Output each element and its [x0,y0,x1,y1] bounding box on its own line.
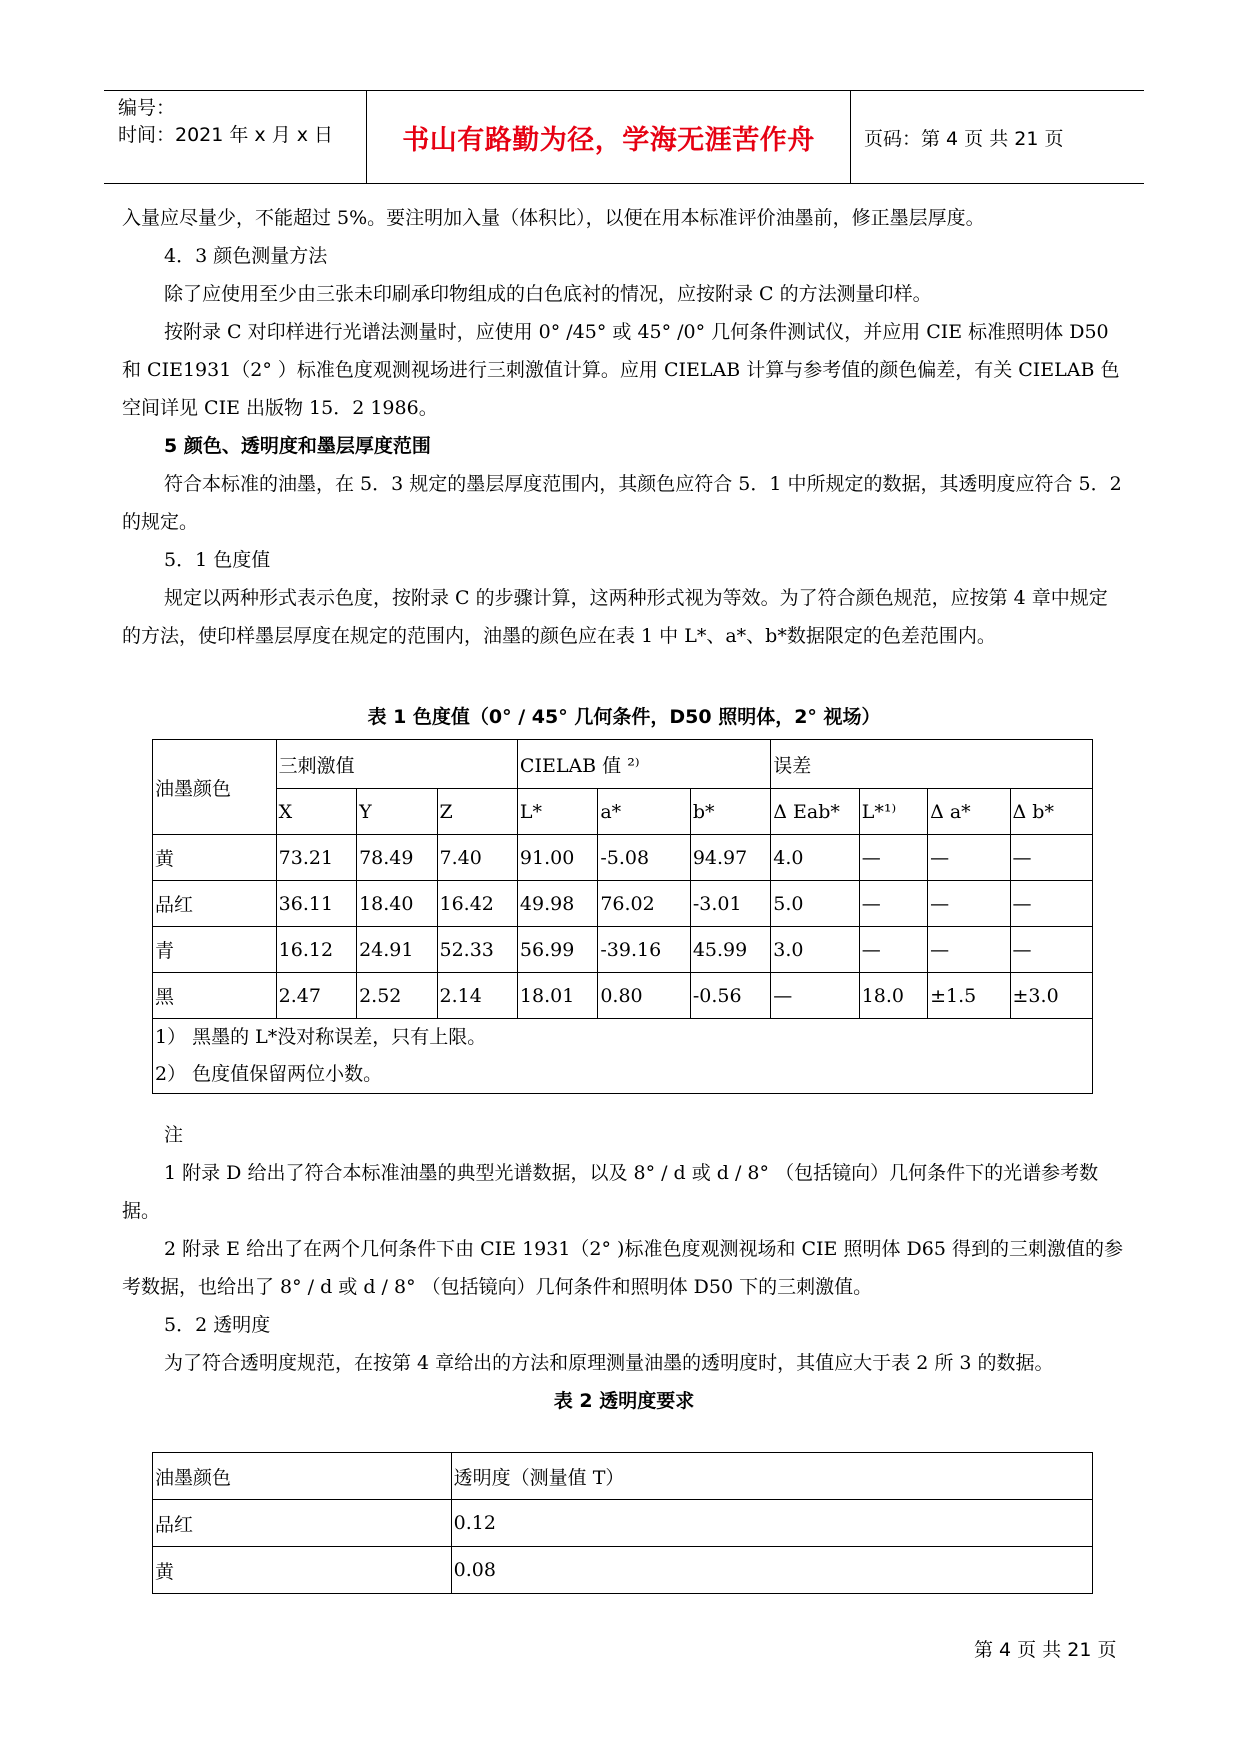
paragraph: 为了符合透明度规范，在按第 4 章给出的方法和原理测量油墨的透明度时，其值应大于表 2 所 3 的数据。 [164,1352,1054,1374]
heading-5-1: 5．1 色度值 [164,549,271,571]
header-z: Z [437,789,517,835]
cell-delta-e: 4.0 [771,835,859,881]
paragraph: 符合本标准的油墨，在 5．3 规定的墨层厚度范围内，其颜色应符合 5．1 中所规定的数据，其透明度应符合 5．2 的规定。 [122,473,1122,533]
cell-transparency: 0.12 [451,1500,1092,1547]
cell-b: 94.97 [690,835,770,881]
note-paragraph: 1 附录 D 给出了符合本标准油墨的典型光谱数据，以及 8° / d 或 d / 8° （包括镜向）几何条件下的光谱参考数据。 [122,1162,1099,1222]
table1-caption-wrap [122,698,1126,736]
table1-note-2: 2） 色度值保留两位小数。 [155,1063,383,1085]
chromaticity-table [152,739,1093,1094]
body-section-1 [122,199,1126,655]
cell-delta-a: — [928,835,1010,881]
body-section-2 [122,1116,1126,1420]
cell-delta-a: — [928,881,1010,927]
cell-l-limit: — [859,835,927,881]
cell-a: 0.80 [598,973,690,1019]
header-page-label: 页码：第 4 页 共 21 页 [864,127,1064,150]
table-row [153,881,1093,927]
cell-x: 16.12 [276,927,356,973]
document-number-label: 编号： [118,97,176,119]
table1-notes [153,1019,1093,1094]
heading-5: 5 颜色、透明度和墨层厚度范围 [164,435,431,457]
cell-z: 16.42 [437,881,517,927]
document-time-label: 时间：2021 年 x 月 x 日 [118,124,334,146]
cell-y: 2.52 [357,973,437,1019]
cell-x: 2.47 [276,973,356,1019]
page-header [104,90,1144,184]
cell-a: -5.08 [598,835,690,881]
cell-delta-e: 5.0 [771,881,859,927]
table-row [153,927,1093,973]
cell-delta-b: — [1010,835,1092,881]
cell-y: 24.91 [357,927,437,973]
cell-l: 56.99 [517,927,597,973]
cell-ink: 黑 [153,973,277,1019]
header-b: b* [690,789,770,835]
table-row [153,973,1093,1019]
cell-delta-e: 3.0 [771,927,859,973]
cell-delta-a: — [928,927,1010,973]
header-motto: 书山有路勤为径，学海无涯苦作舟 [366,91,851,183]
cell-l-limit: — [859,881,927,927]
cell-b: -3.01 [690,881,770,927]
header-x: X [276,789,356,835]
page-footer: 第 4 页 共 21 页 [974,1639,1117,1661]
header-l-limit: L*¹⁾ [859,789,927,835]
paragraph: 规定以两种形式表示色度，按附录 C 的步骤计算，这两种形式视为等效。为了符合颜色规范，应按第 4 章中规定的方法，使印样墨层厚度在规定的范围内，油墨的颜色应在表 1 中 L*、a*、b*数据限定的色差范围内。 [122,587,1108,647]
table2-caption: 表 2 透明度要求 [553,1390,695,1412]
header-delta-b: Δ b* [1010,789,1092,835]
cell-delta-b: — [1010,927,1092,973]
header-transparency: 透明度（测量值 T） [451,1453,1092,1500]
cell-l: 49.98 [517,881,597,927]
cell-z: 7.40 [437,835,517,881]
cell-delta-b: ±3.0 [1010,973,1092,1019]
paragraph: 除了应使用至少由三张未印刷承印物组成的白色底衬的情况，应按附录 C 的方法测量印样。 [164,283,932,305]
table1-note-1: 1） 黑墨的 L*没对称误差，只有上限。 [155,1026,487,1048]
table-row [153,1547,1093,1594]
cell-z: 2.14 [437,973,517,1019]
table1-caption: 表 1 色度值（0° / 45° 几何条件，D50 照明体，2° 视场） [367,706,881,728]
note-paragraph: 2 附录 E 给出了在两个几何条件下由 CIE 1931（2° )标准色度观测视场和 CIE 照明体 D65 得到的三刺激值的参考数据，也给出了 8° / d 或 d / 8° （包括镜向）几何条件和照明体 D50 下的三刺激值。 [122,1238,1123,1298]
header-delta-a: Δ a* [928,789,1010,835]
paragraph: 按附录 C 对印样进行光谱法测量时，应使用 0° /45° 或 45° /0° 几何条件测试仪，并应用 CIE 标准照明体 D50 和 CIE1931（2° ）标准色度观测视场进行三刺激值计算。应用 CIELAB 计算与参考值的颜色偏差，有关 CIELAB 色空间详见 CIE 出版物 15．2 1986。 [122,321,1120,419]
cell-a: 76.02 [598,881,690,927]
cell-x: 36.11 [276,881,356,927]
cell-l-limit: — [859,927,927,973]
header-y: Y [357,789,437,835]
cell-ink: 品红 [153,1500,452,1547]
cell-b: -0.56 [690,973,770,1019]
cell-ink: 黄 [153,835,277,881]
heading-4-3: 4．3 颜色测量方法 [164,245,328,267]
header-delta-e: Δ Eab* [771,789,859,835]
header-meta [118,95,358,149]
cell-delta-b: — [1010,881,1092,927]
cell-b: 45.99 [690,927,770,973]
header-l: L* [517,789,597,835]
header-tolerance: 误差 [771,740,1093,789]
paragraph-continued: 入量应尽量少，不能超过 5%。要注明加入量（体积比），以便在用本标准评价油墨前，修正墨层厚度。 [122,207,985,229]
cell-a: -39.16 [598,927,690,973]
cell-y: 78.49 [357,835,437,881]
header-tristimulus: 三刺激值 [276,740,517,789]
header-a: a* [598,789,690,835]
cell-l: 18.01 [517,973,597,1019]
cell-l-limit: 18.0 [859,973,927,1019]
table-row [153,1500,1093,1547]
cell-ink: 品红 [153,881,277,927]
heading-5-2: 5．2 透明度 [164,1314,271,1336]
cell-y: 18.40 [357,881,437,927]
transparency-table [152,1452,1093,1594]
cell-delta-a: ±1.5 [928,973,1010,1019]
cell-x: 73.21 [276,835,356,881]
header-ink-color: 油墨颜色 [153,740,277,835]
cell-ink: 青 [153,927,277,973]
header-ink-color: 油墨颜色 [153,1453,452,1500]
cell-delta-e: — [771,973,859,1019]
table-row [153,835,1093,881]
header-cielab: CIELAB 值 ²⁾ [517,740,770,789]
cell-ink: 黄 [153,1547,452,1594]
cell-l: 91.00 [517,835,597,881]
cell-transparency: 0.08 [451,1547,1092,1594]
cell-z: 52.33 [437,927,517,973]
notes-label: 注 [164,1124,184,1146]
